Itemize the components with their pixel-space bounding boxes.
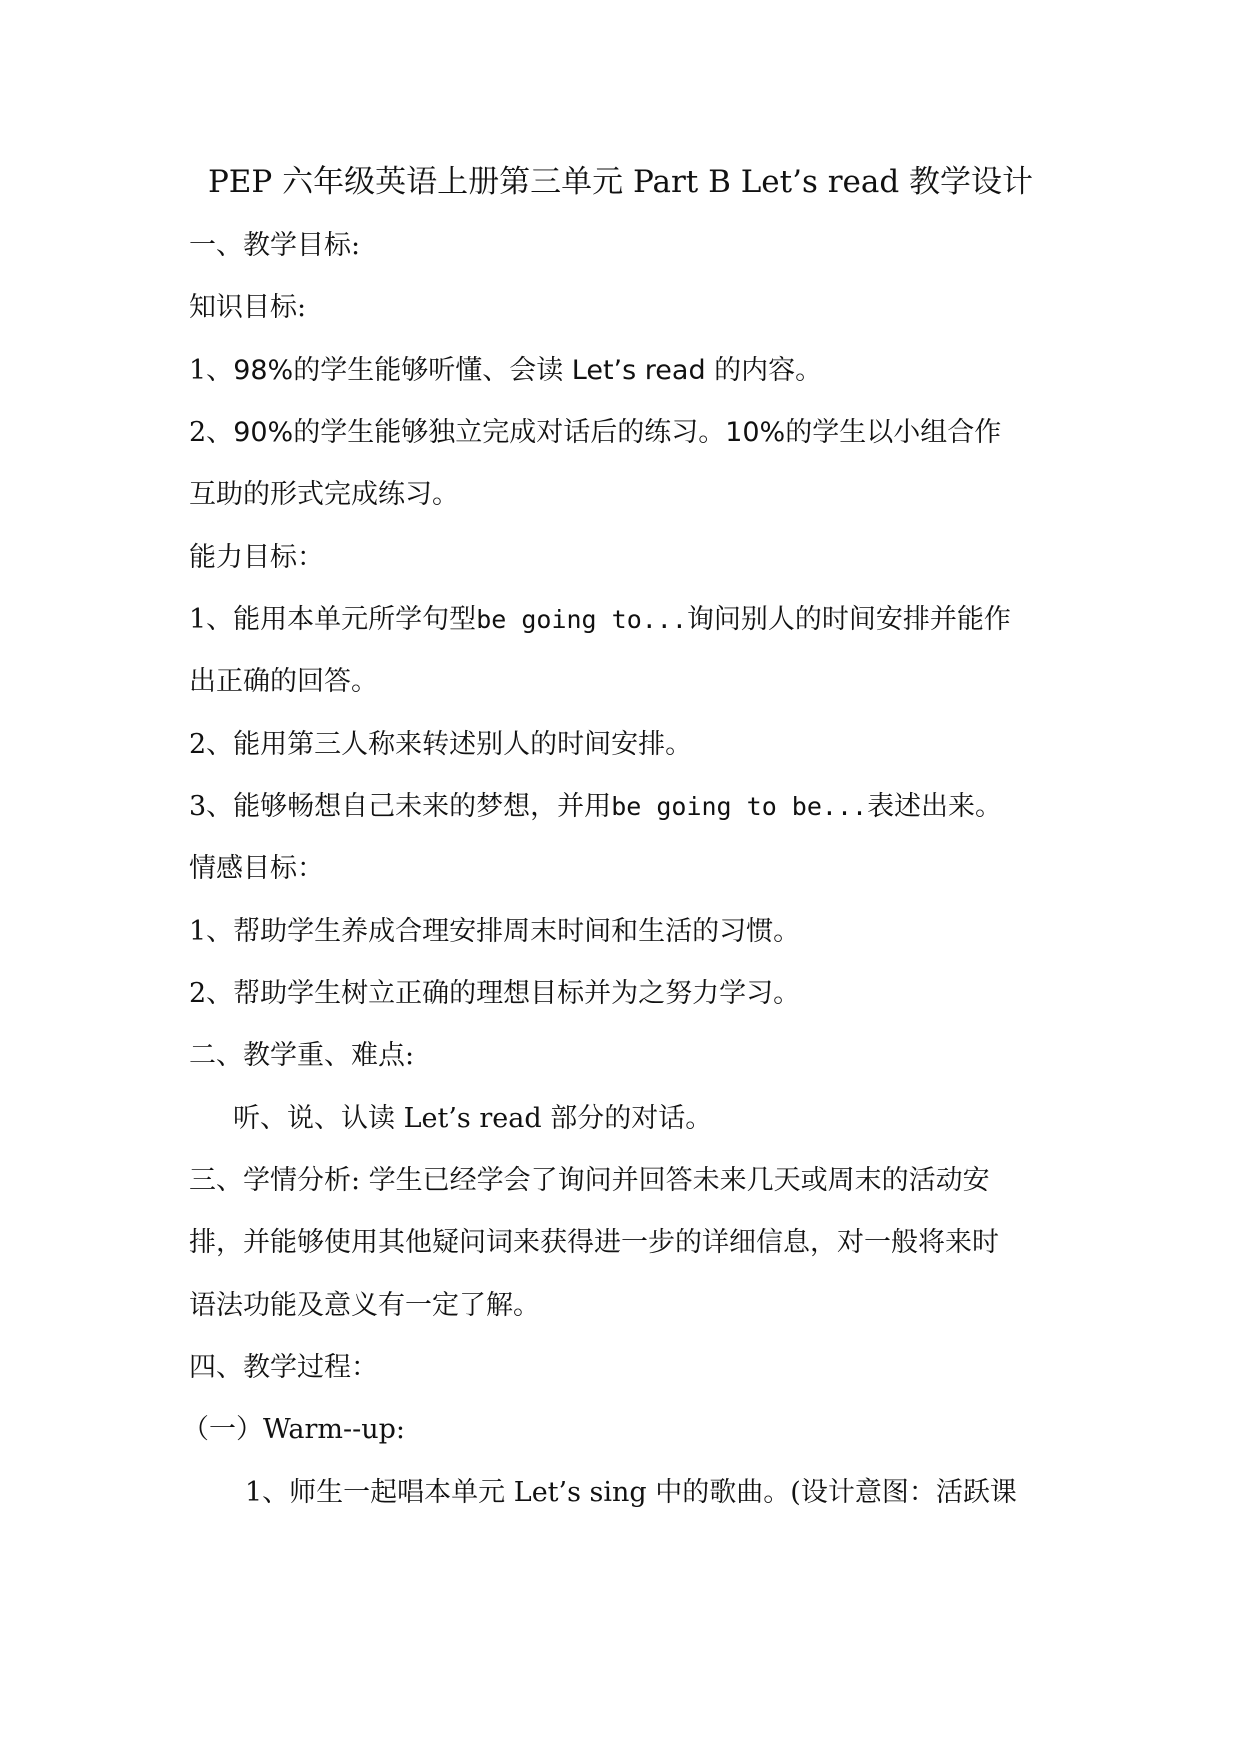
ability-objective-1-cont: 出正确的回答。	[189, 666, 378, 697]
section-student-analysis-line-3: 语法功能及意义有一定了解。	[189, 1290, 540, 1321]
text: 3、能够畅想自己未来的梦想，并用	[189, 791, 612, 822]
text: 询问别人的时间安排并能作	[686, 604, 1011, 635]
text: Let’s read	[563, 355, 715, 386]
warmup-heading: （一）Warm--up:	[182, 1414, 406, 1445]
list-number: 1、	[189, 355, 234, 386]
section-heading-key-points: 二、教学重、难点:	[189, 1040, 415, 1071]
section-student-analysis-line-2: 排，并能够使用其他疑问词来获得进一步的详细信息，对一般将来时	[189, 1227, 999, 1258]
text: 的学生能够听懂、会读	[293, 355, 564, 386]
knowledge-objective-1	[189, 353, 1059, 389]
emotion-objective-2: 2、帮助学生树立正确的理想目标并为之努力学习。	[189, 978, 801, 1009]
text: 1、能用本单元所学句型	[189, 604, 477, 635]
text: be going to be...	[611, 792, 868, 821]
emotion-objectives-heading: 情感目标：	[189, 853, 324, 884]
ability-objective-1	[189, 602, 1059, 638]
text: 的内容。	[714, 355, 823, 386]
emotion-objective-1: 1、帮助学生养成合理安排周末时间和生活的习惯。	[189, 916, 801, 947]
document-title: PEP 六年级英语上册第三单元 Part B Let’s read 教学设计	[207, 164, 1034, 200]
knowledge-objectives-heading: 知识目标:	[189, 292, 307, 323]
ability-objective-3	[189, 789, 1059, 825]
ability-objective-2: 2、能用第三人称来转述别人的时间安排。	[189, 729, 693, 760]
section-student-analysis-line-1: 三、学情分析: 学生已经学会了询问并回答未来几天或周末的活动安	[189, 1165, 990, 1196]
warmup-step-1: 1、师生一起唱本单元 Let’s sing 中的歌曲。(设计意图：活跃课	[245, 1477, 1017, 1508]
knowledge-objective-2	[189, 415, 1059, 451]
knowledge-objective-2-cont: 互助的形式完成练习。	[189, 479, 459, 510]
section-heading-process: 四、教学过程：	[189, 1352, 378, 1383]
text: 的学生能够独立完成对话后的练习。	[293, 417, 726, 448]
key-points-body: 听、说、认读 Let’s read 部分的对话。	[233, 1103, 713, 1134]
percentage: 98%	[233, 355, 294, 386]
section-heading-objectives: 一、教学目标:	[189, 230, 361, 261]
percentage: 10%	[725, 417, 786, 448]
list-number: 2、	[189, 417, 234, 448]
ability-objectives-heading: 能力目标：	[189, 542, 324, 573]
text: be going to...	[476, 605, 687, 634]
percentage: 90%	[233, 417, 294, 448]
text: 表述出来。	[867, 791, 1003, 822]
text: 的学生以小组合作	[785, 417, 1002, 448]
